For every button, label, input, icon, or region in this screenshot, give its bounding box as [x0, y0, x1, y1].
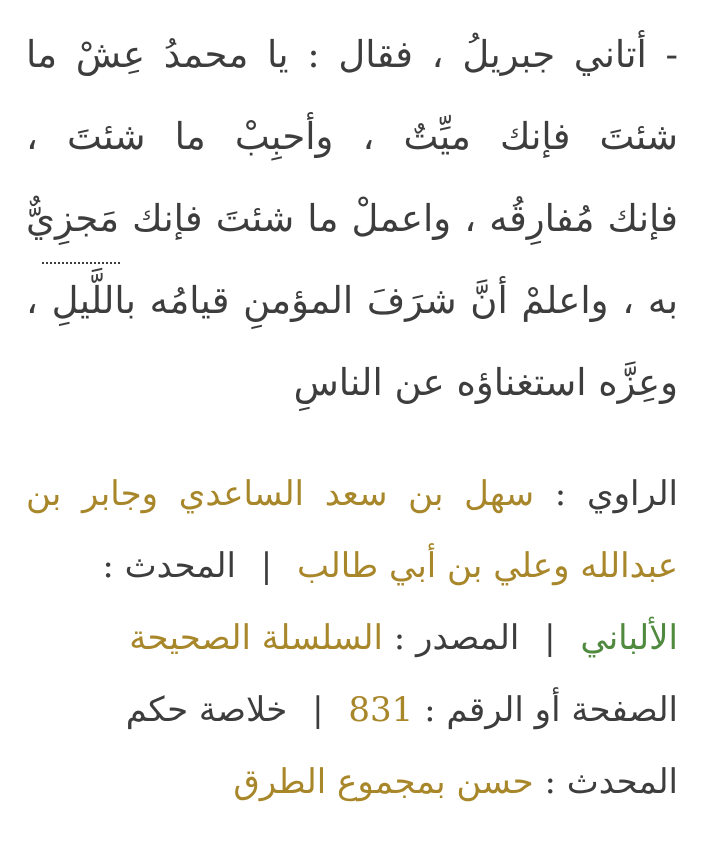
page-number-line	[26, 674, 678, 746]
muhaddith-source-line	[26, 602, 678, 674]
narrator-line-2	[26, 530, 678, 602]
hadith-line: وعِزَّه استغناؤه عن الناسِ	[293, 361, 678, 404]
narrator-label: الراوي :	[554, 474, 678, 514]
hadith-line: فإنك مُفارِقُه ، واعملْ ما شئتَ فإنك مَجزِيٌّ	[26, 197, 678, 240]
narrator-names: سهل بن سعد الساعدي وجابر بن	[26, 474, 535, 514]
hadith-metadata	[26, 458, 678, 818]
page-number-value: 831	[348, 690, 414, 730]
narrator-names-continued: عبدالله وعلي بن أبي طالب	[297, 546, 678, 586]
hadith-text	[26, 14, 678, 424]
ruling-line	[26, 746, 678, 818]
source-name: السلسلة الصحيحة	[129, 618, 383, 658]
separator: |	[312, 690, 324, 730]
hadith-line: - أتاني جبريلُ ، فقال : يا محمدُ عِشْ ما	[26, 33, 678, 76]
ruling-label-continued: المحدث :	[544, 762, 678, 802]
muhaddith-name: الألباني	[580, 618, 678, 658]
page-number-label: الصفحة أو الرقم :	[424, 690, 678, 730]
hadith-line: شئتَ فإنك ميِّتٌ ، وأحبِبْ ما شئتَ ،	[26, 115, 678, 158]
hadith-line: به ، واعلمْ أنَّ شرَفَ المؤمنِ قيامُه باللَّيلِ ،	[26, 279, 678, 322]
source-label: المصدر :	[393, 618, 520, 658]
separator: |	[544, 618, 556, 658]
separator: |	[260, 546, 273, 586]
ruling-value: حسن بمجموع الطرق	[233, 762, 534, 802]
dotted-underline	[42, 262, 120, 264]
narrator-line	[26, 458, 678, 530]
muhaddith-label: المحدث :	[102, 546, 236, 586]
ruling-label: خلاصة حكم	[125, 690, 288, 730]
